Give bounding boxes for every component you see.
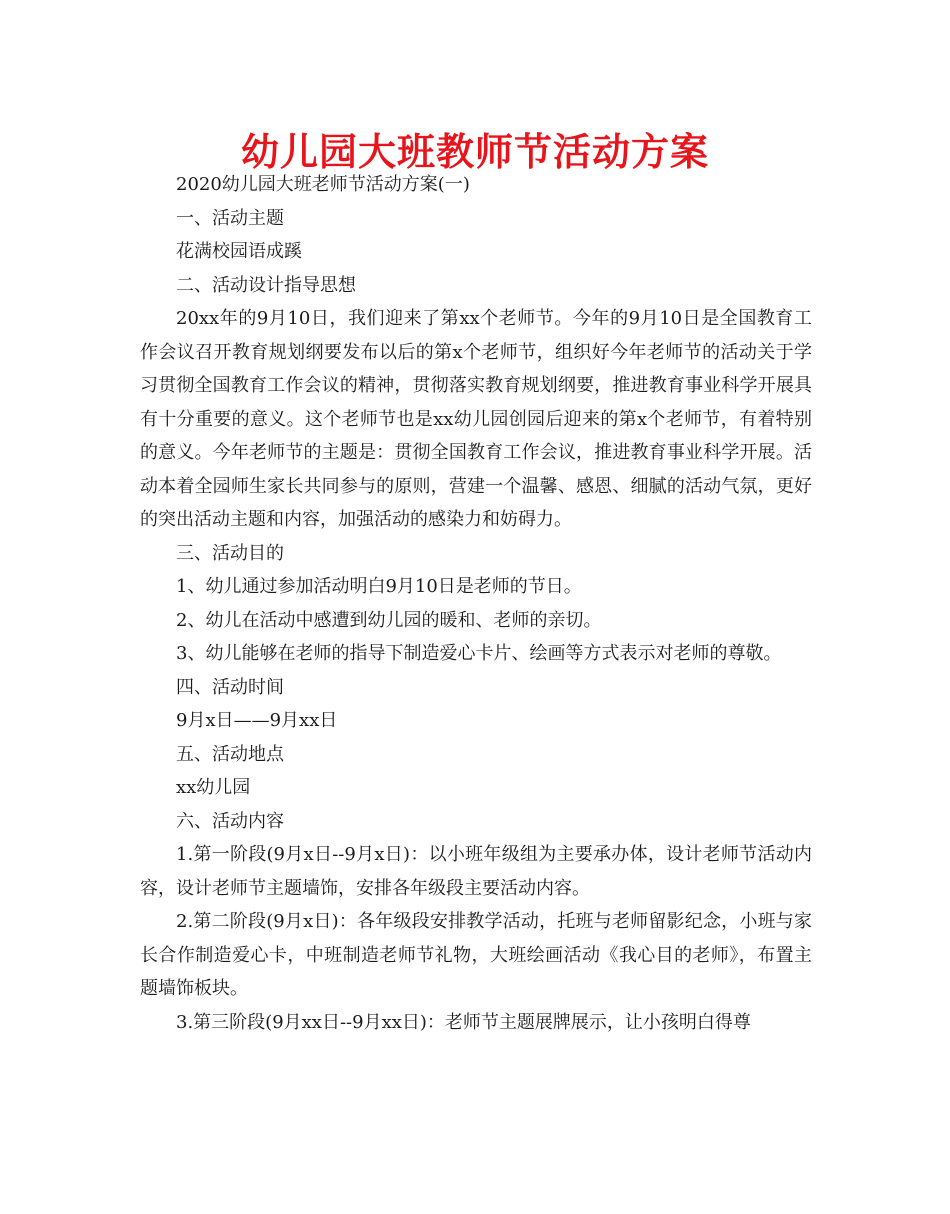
paragraph-stage-3: 3.第三阶段(9月xx日--9月xx日)：老师节主题展牌展示，让小孩明白得尊 (176, 1011, 751, 1033)
paragraph-guiding-idea: 20xx年的9月10日，我们迎来了第xx个老师节。今年的9月10日是全国教育工作会议召开教育规划纲要发布以后的第x个老师节，组织好今年老师节的活动关于学习贯彻全国教育工作会议的精神，贯彻落实教育规划纲要，推进教育事业科学开展具有十分重要的意义。这个老师节也是xx幼儿园创园后迎来的第x个老师节，有着特别的意义。今年老师节的主题是：贯彻全国教育工作会议，推进教育事业科学开展。活动本着全园师生家长共同参与的原则，营建一个温馨、感恩、细腻的活动气氛，更好的突出活动主题和内容，加强活动的感染力和妨碍力。 (140, 308, 812, 530)
document-body (140, 168, 812, 1039)
paragraph-stage-2: 2.第二阶段(9月x日)：各年级段安排教学活动，托班与老师留影纪念，小班与家长合作制造爱心卡，中班制造老师节礼物，大班绘画活动《我心目的老师》，布置主题墙饰板块。 (140, 911, 812, 999)
paragraph-theme: 花满校园语成蹊 (176, 241, 302, 262)
paragraph-subtitle: 2020幼儿园大班老师节活动方案(一) (176, 174, 470, 195)
document-title: 幼儿园大班教师节活动方案 (240, 130, 709, 174)
heading-content: 六、活动内容 (176, 810, 284, 832)
heading-theme: 一、活动主题 (176, 207, 284, 229)
paragraph-purpose-1: 1、幼儿通过参加活动明白9月10日是老师的节日。 (176, 576, 582, 597)
heading-location: 五、活动地点 (176, 743, 284, 765)
paragraph-purpose-3: 3、幼儿能够在老师的指导下制造爱心卡片、绘画等方式表示对老师的尊敬。 (176, 643, 782, 664)
heading-purpose: 三、活动目的 (176, 542, 284, 564)
paragraph-purpose-2: 2、幼儿在活动中感遭到幼儿园的暖和、老师的亲切。 (176, 609, 602, 631)
paragraph-location: xx幼儿园 (176, 777, 251, 798)
paragraph-time: 9月x日——9月xx日 (176, 710, 338, 731)
heading-guiding-idea: 二、活动设计指导思想 (176, 274, 356, 296)
heading-time: 四、活动时间 (176, 676, 284, 698)
paragraph-stage-1: 1.第一阶段(9月x日--9月x日)：以小班年级组为主要承办体，设计老师节活动内容，设计老师节主题墙饰，安排各年级段主要活动内容。 (140, 844, 812, 899)
